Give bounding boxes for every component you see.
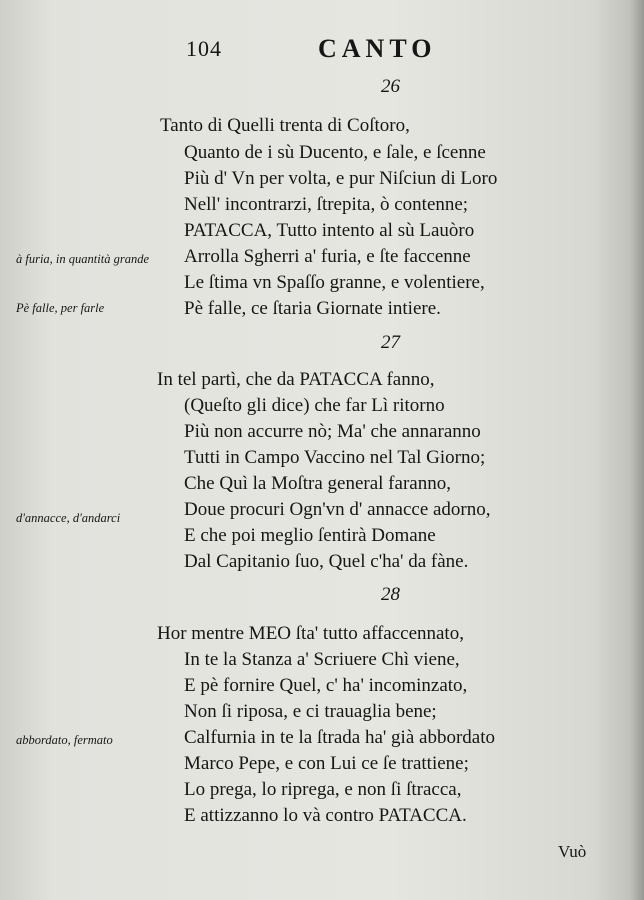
- page-edge-shadow: [630, 0, 644, 900]
- verse-line: E che poi meglio ſentirà Domane: [184, 525, 436, 546]
- verse-line: Doue procuri Ogn'vn d' annacce adorno,: [184, 499, 491, 520]
- verse-line: Non ſi riposa, e ci trauaglia bene;: [184, 701, 437, 722]
- verse-line: Hor mentre MEO ſta' tutto affaccennato,: [157, 623, 464, 644]
- verse-line: Calfurnia in te la ſtrada ha' già abbordato: [184, 727, 495, 748]
- verse-line: Le ſtima vn Spaſſo granne, e volentiere,: [184, 272, 485, 293]
- verse-line: In te la Stanza a' Scriuere Chì viene,: [184, 649, 460, 670]
- verse-line: Arrolla Sgherri a' furia, e ſte faccenne: [184, 246, 471, 267]
- verse-line: Che Quì la Moſtra general faranno,: [184, 473, 451, 494]
- catchword: Vuò: [558, 842, 587, 861]
- margin-note: Pè falle, per farle: [16, 301, 105, 315]
- running-head: CANTO: [318, 34, 437, 63]
- verse-line: Marco Pepe, e con Lui ce ſe trattiene;: [184, 753, 469, 774]
- verse-line: PATACCA, Tutto intento al sù Lauòro: [184, 220, 475, 241]
- verse-line: Più d' Vn per volta, e pur Niſciun di Loro: [184, 168, 498, 189]
- verse-line: Più non accurre nò; Ma' che annaranno: [184, 421, 481, 442]
- verse-line: (Queſto gli dice) che far Lì ritorno: [184, 395, 445, 416]
- verse-line: Tutti in Campo Vaccino nel Tal Giorno;: [184, 447, 486, 468]
- stanza-number-27: 27: [381, 332, 400, 353]
- stanza-number-28: 28: [381, 584, 400, 605]
- margin-note: d'annacce, d'andarci: [16, 511, 121, 525]
- verse-line: In tel partì, che da PATACCA fanno,: [157, 369, 435, 390]
- verse-line: Nell' incontrarzi, ſtrepita, ò contenne;: [184, 194, 469, 215]
- stanza-number-26: 26: [381, 76, 400, 97]
- page-number: 104: [186, 36, 222, 61]
- verse-line: Dal Capitanio ſuo, Quel c'ha' da fàne.: [184, 551, 469, 572]
- verse-line: Pè falle, ce ſtaria Giornate intiere.: [184, 298, 441, 319]
- verse-line: E attizzanno lo và contro PATACCA.: [184, 805, 467, 826]
- page-header: [0, 34, 644, 68]
- margin-note: à furia, in quantità grande: [16, 252, 149, 266]
- verse-line: Tanto di Quelli trenta di Coſtoro,: [160, 115, 410, 136]
- margin-note: abbordato, fermato: [16, 733, 113, 747]
- verse-line: Quanto de i sù Ducento, e ſale, e ſcenne: [184, 142, 486, 163]
- verse-line: Lo prega, lo riprega, e non ſi ſtracca,: [184, 779, 462, 800]
- verse-line: E pè fornire Quel, c' ha' incominzato,: [184, 675, 468, 696]
